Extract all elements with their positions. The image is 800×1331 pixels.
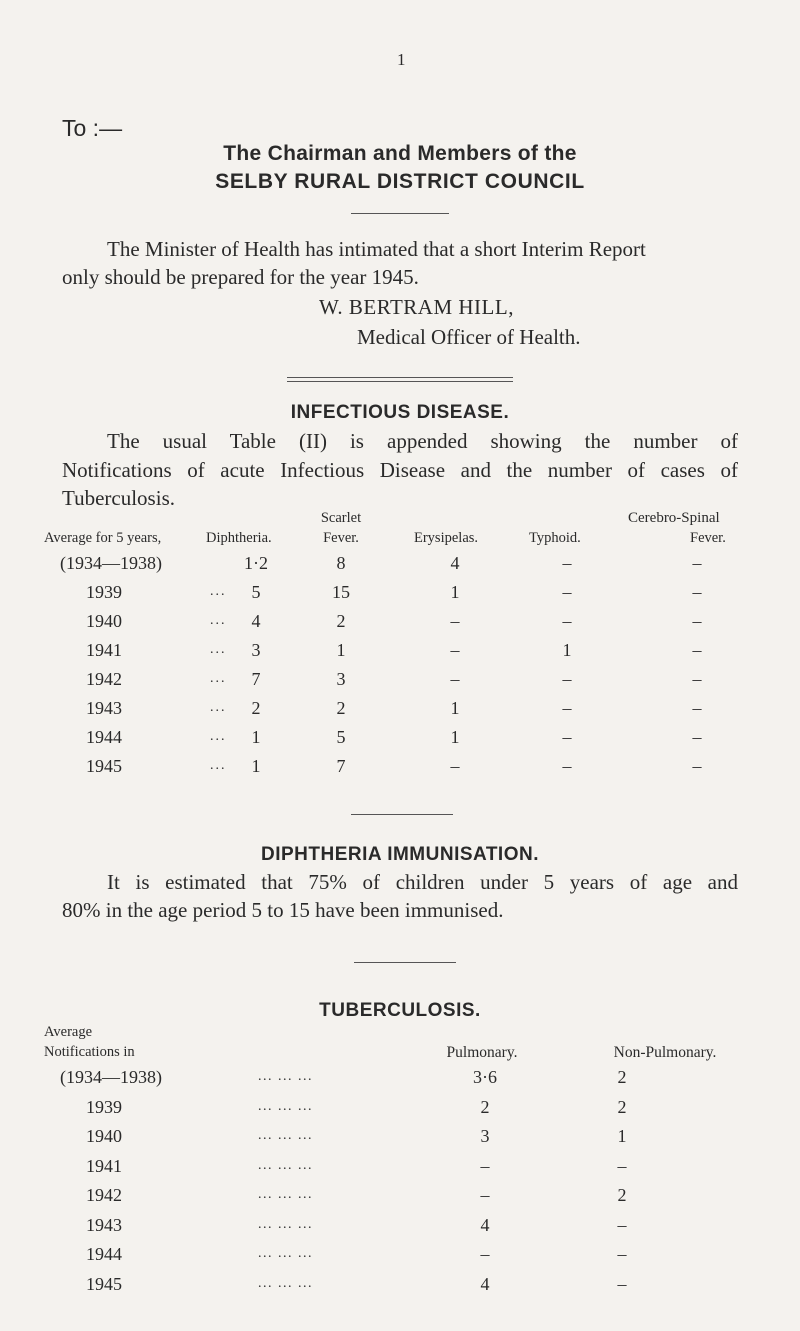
header-typhoid: Typhoid.	[529, 530, 581, 546]
addressee-line-1: The Chairman and Members of the	[223, 142, 577, 165]
header-cerebro-top: Cerebro-Spinal	[628, 510, 720, 526]
cell-diphtheria: 2	[251, 698, 261, 718]
double-divider-top	[287, 377, 513, 378]
cell-cerebro-spinal: –	[692, 727, 702, 747]
cell-typhoid: –	[562, 611, 572, 631]
row-leader-dots: ...	[210, 700, 227, 715]
cell-cerebro-spinal: –	[692, 756, 702, 776]
cell-diphtheria: 3	[251, 640, 261, 660]
cell-erysipelas: –	[450, 640, 460, 660]
cell-diphtheria: 1	[251, 727, 261, 747]
tb-row-year: 1945	[86, 1273, 122, 1294]
cell-typhoid: –	[562, 582, 572, 602]
tb-row-year: 1944	[86, 1244, 122, 1264]
tb-cell-pulmonary: –	[480, 1185, 490, 1205]
row-year: 1943	[86, 698, 122, 718]
row-year: (1934—1938)	[60, 553, 162, 573]
tb-row-leader-dots: ... ... ...	[258, 1128, 313, 1143]
tb-cell-non-pulmonary: 2	[617, 1185, 627, 1205]
tb-row-leader-dots: ... ... ...	[258, 1275, 313, 1291]
row-year: 1939	[86, 582, 122, 602]
cell-typhoid: –	[562, 669, 572, 689]
immunisation-para-line-1: It is estimated that 75% of children under 5 years of age and	[107, 870, 738, 894]
to-label: To :—	[62, 115, 123, 141]
row-leader-dots: ...	[210, 613, 227, 628]
cell-erysipelas: –	[450, 756, 460, 776]
tb-row-year: (1934—1938)	[60, 1067, 162, 1087]
tb-cell-non-pulmonary: –	[617, 1214, 627, 1235]
cell-erysipelas: 1	[450, 727, 460, 747]
tb-row-year: 1942	[86, 1185, 122, 1205]
tb-row-leader-dots: ... ... ...	[258, 1157, 313, 1173]
tb-cell-non-pulmonary: –	[617, 1273, 627, 1294]
cell-typhoid: –	[562, 698, 572, 718]
cell-cerebro-spinal: –	[692, 669, 702, 689]
cell-scarlet-fever: 2	[336, 698, 346, 718]
tb-header-pulmonary: Pulmonary.	[446, 1044, 518, 1061]
tb-cell-pulmonary: 4	[480, 1273, 490, 1294]
tb-header-average: Average	[44, 1024, 93, 1040]
row-leader-dots: ...	[210, 729, 227, 744]
tb-cell-pulmonary: –	[480, 1244, 490, 1264]
cell-diphtheria: 5	[251, 582, 261, 602]
cell-erysipelas: –	[450, 669, 460, 689]
row-year: 1942	[86, 669, 122, 689]
cell-diphtheria: 4	[251, 611, 261, 631]
tb-cell-non-pulmonary: –	[617, 1155, 627, 1176]
cell-cerebro-spinal: –	[692, 582, 702, 602]
cell-cerebro-spinal: –	[692, 553, 702, 573]
tb-row-leader-dots: ... ... ...	[258, 1187, 313, 1202]
tb-cell-pulmonary: 3·6	[473, 1067, 497, 1087]
cell-cerebro-spinal: –	[692, 640, 702, 660]
cell-erysipelas: 1	[450, 698, 460, 718]
row-leader-dots: ...	[210, 758, 227, 773]
tuberculosis-heading: TUBERCULOSIS.	[319, 1000, 481, 1021]
tb-row-year: 1943	[86, 1214, 122, 1235]
divider	[354, 962, 456, 963]
tb-cell-non-pulmonary: –	[617, 1244, 627, 1264]
cell-scarlet-fever: 5	[336, 727, 346, 747]
cell-erysipelas: 4	[450, 553, 460, 573]
header-diphtheria: Diphtheria.	[206, 530, 272, 546]
cell-diphtheria: 1	[251, 756, 261, 776]
council-name: SELBY RURAL DISTRICT COUNCIL	[215, 170, 585, 193]
tb-cell-non-pulmonary: 2	[617, 1096, 627, 1117]
divider	[351, 814, 453, 815]
cell-erysipelas: 1	[450, 582, 460, 602]
row-leader-dots: ...	[210, 642, 227, 657]
intro-line-1: The Minister of Health has intimated that a short Interim Report	[107, 237, 646, 261]
cell-cerebro-spinal: –	[692, 698, 702, 718]
cell-diphtheria: 7	[251, 669, 261, 689]
intro-line-2: only should be prepared for the year 1945.	[62, 265, 419, 289]
tb-cell-pulmonary: –	[480, 1155, 490, 1176]
row-year: 1940	[86, 611, 122, 631]
row-leader-dots: ...	[210, 671, 227, 686]
header-average: Average for 5 years,	[44, 530, 162, 546]
signature-name: W. BERTRAM HILL,	[319, 295, 514, 319]
immunisation-heading: DIPHTHERIA IMMUNISATION.	[261, 844, 539, 865]
signature-title: Medical Officer of Health.	[357, 325, 581, 349]
row-year: 1941	[86, 640, 122, 660]
cell-typhoid: 1	[562, 640, 572, 660]
header-erysipelas: Erysipelas.	[414, 530, 479, 546]
tb-row-leader-dots: ... ... ...	[258, 1098, 313, 1114]
cell-scarlet-fever: 1	[336, 640, 346, 660]
infectious-para-line-2: Notifications of acute Infectious Disease and the number of cases of	[62, 458, 738, 482]
double-divider-bottom	[287, 381, 513, 382]
tb-row-year: 1940	[86, 1126, 122, 1146]
tb-header-non-pulmonary: Non-Pulmonary.	[613, 1044, 717, 1061]
cell-erysipelas: –	[450, 611, 460, 631]
cell-scarlet-fever: 3	[336, 669, 346, 689]
page-number: 1	[397, 50, 406, 69]
tb-row-leader-dots: ... ... ...	[258, 1246, 313, 1261]
cell-scarlet-fever: 2	[336, 611, 346, 631]
tb-cell-pulmonary: 4	[480, 1214, 490, 1235]
cell-typhoid: –	[562, 756, 572, 776]
tb-cell-pulmonary: 2	[480, 1096, 490, 1117]
row-year: 1945	[86, 756, 122, 776]
header-cerebro-bottom: Fever.	[690, 530, 726, 546]
cell-typhoid: –	[562, 727, 572, 747]
tb-cell-non-pulmonary: 1	[617, 1126, 627, 1146]
header-scarlet-bottom: Fever.	[323, 530, 359, 546]
infectious-para-line-1: The usual Table (II) is appended showing the number of	[107, 429, 738, 453]
tb-cell-pulmonary: 3	[480, 1126, 490, 1146]
cell-typhoid: –	[562, 553, 572, 573]
cell-diphtheria: 1·2	[244, 553, 268, 573]
infectious-para-line-3: Tuberculosis.	[62, 486, 175, 510]
cell-scarlet-fever: 15	[332, 582, 350, 602]
cell-scarlet-fever: 8	[336, 553, 346, 573]
cell-scarlet-fever: 7	[336, 756, 346, 776]
tb-row-year: 1941	[86, 1155, 122, 1176]
cell-cerebro-spinal: –	[692, 611, 702, 631]
row-leader-dots: ...	[210, 584, 227, 599]
immunisation-para-line-2: 80% in the age period 5 to 15 have been immunised.	[62, 898, 504, 922]
tb-header-notifications: Notifications in	[44, 1044, 135, 1060]
tb-row-leader-dots: ... ... ...	[258, 1216, 313, 1232]
divider	[351, 213, 449, 214]
infectious-heading: INFECTIOUS DISEASE.	[290, 402, 510, 423]
tb-row-leader-dots: ... ... ...	[258, 1069, 313, 1084]
header-scarlet-top: Scarlet	[320, 510, 362, 526]
tb-cell-non-pulmonary: 2	[617, 1067, 627, 1087]
row-year: 1944	[86, 727, 122, 747]
tb-row-year: 1939	[86, 1096, 122, 1117]
